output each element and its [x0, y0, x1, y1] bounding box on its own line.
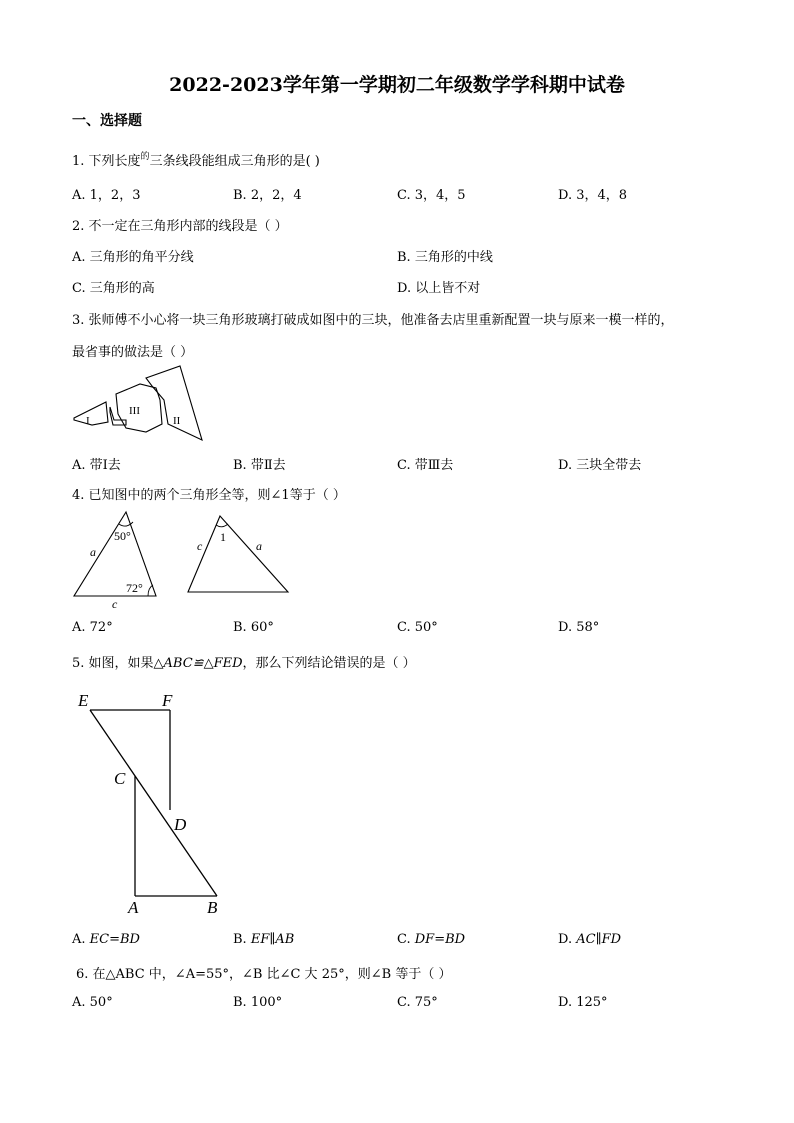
question-5-text-pre: 5. 如图，如果 [72, 656, 154, 671]
triangle-1-angle-50: 50° [114, 529, 131, 543]
question-5-option-c-expr: DF=BD [414, 932, 466, 947]
question-6-option-d[interactable]: D. 125° [558, 995, 608, 1010]
question-6: 6. 在△ABC 中，∠A=55°，∠B 比∠C 大 25°，则∠B 等于（ ） [76, 967, 452, 982]
question-3-line-1: 3. 张师傅不小心将一块三角形玻璃打破成如图中的三块，他准备去店里重新配置一块与原来一模一样的， [72, 313, 674, 328]
question-3-option-d[interactable]: D. 三块全带去 [558, 458, 642, 473]
congruent-triangles-figure [70, 506, 300, 614]
question-1-option-b[interactable]: B. 2，2，4 [233, 188, 302, 203]
triangle-1-angle-72: 72° [126, 581, 143, 595]
question-1-option-a[interactable]: A. 1，2，3 [72, 188, 141, 203]
question-5-option-b-expr: EF∥AB [250, 932, 295, 947]
question-5-congruence: △ABC≌△FED [153, 656, 243, 671]
question-3-option-c[interactable]: C. 带Ⅲ去 [397, 458, 454, 473]
triangle-1 [74, 512, 156, 596]
question-2-option-c[interactable]: C. 三角形的高 [72, 281, 155, 296]
triangle-2 [188, 516, 288, 592]
triangle-2-side-a: a [256, 539, 262, 553]
question-1-text-post: 三条线段能组成三角形的是( ) [149, 154, 320, 169]
question-5-option-c-prefix: C. [397, 932, 415, 947]
point-c-label: C [114, 769, 126, 788]
question-5-option-b-prefix: B. [233, 932, 251, 947]
question-5 [72, 652, 416, 671]
page-title: 2022-2023学年第一学期初二年级数学学科期中试卷 [169, 74, 625, 96]
point-d-label: D [174, 815, 187, 834]
glass-piece-i [74, 402, 108, 425]
point-e-label: E [78, 691, 89, 710]
question-4-option-d[interactable]: D. 58° [558, 620, 600, 635]
question-5-option-d[interactable] [558, 932, 621, 947]
question-1-superscript: 的 [140, 152, 150, 162]
question-2-option-a[interactable]: A. 三角形的角平分线 [72, 250, 194, 265]
question-2-option-b[interactable]: B. 三角形的中线 [397, 250, 493, 265]
glass-label-i: I [86, 415, 90, 427]
glass-label-iii: III [129, 405, 140, 417]
question-6-option-b[interactable]: B. 100° [233, 995, 283, 1010]
point-b-label: B [207, 898, 218, 917]
question-5-text-post: ，那么下列结论错误的是（ ） [242, 656, 416, 671]
broken-glass-figure [70, 362, 210, 446]
segment-eb [90, 710, 217, 896]
question-3-option-a[interactable]: A. 带Ⅰ去 [72, 458, 121, 473]
question-1-option-c[interactable]: C. 3，4，5 [397, 188, 466, 203]
question-1-text-pre: 1. 下列长度 [72, 154, 141, 169]
question-5-option-d-expr: AC∥FD [576, 932, 622, 947]
question-5-option-a-expr: EC=BD [89, 932, 140, 947]
question-5-option-a[interactable] [72, 932, 140, 947]
question-3-option-b[interactable]: B. 带Ⅱ去 [233, 458, 286, 473]
glass-label-ii: II [173, 415, 181, 427]
triangle-2-side-c: c [197, 539, 203, 553]
triangle-1-side-c: c [112, 597, 118, 611]
question-5-option-c[interactable] [397, 932, 465, 947]
question-4-option-c[interactable]: C. 50° [397, 620, 438, 635]
question-1-option-d[interactable]: D. 3，4，8 [558, 188, 628, 203]
question-6-option-c[interactable]: C. 75° [397, 995, 438, 1010]
triangles-abc-fed-figure [70, 686, 230, 918]
glass-piece-ii [146, 366, 202, 440]
question-5-option-b[interactable] [233, 932, 294, 947]
question-3-line-2: 最省事的做法是（ ） [72, 345, 194, 360]
triangle-2-angle-arc-top [216, 524, 228, 527]
question-2-option-d[interactable]: D. 以上皆不对 [397, 281, 481, 296]
triangle-2-angle-1: 1 [220, 530, 226, 544]
question-1 [72, 150, 320, 169]
question-5-option-a-prefix: A. [72, 932, 90, 947]
section-heading: 一、选择题 [72, 113, 142, 129]
question-5-option-d-prefix: D. [558, 932, 577, 947]
point-f-label: F [162, 691, 173, 710]
question-2: 2. 不一定在三角形内部的线段是（ ） [72, 219, 288, 234]
question-4: 4. 已知图中的两个三角形全等，则∠1等于（ ） [72, 488, 346, 503]
question-4-option-b[interactable]: B. 60° [233, 620, 274, 635]
question-4-option-a[interactable]: A. 72° [72, 620, 113, 635]
point-a-label: A [128, 898, 139, 917]
triangle-1-side-a: a [90, 545, 96, 559]
question-6-option-a[interactable]: A. 50° [72, 995, 113, 1010]
